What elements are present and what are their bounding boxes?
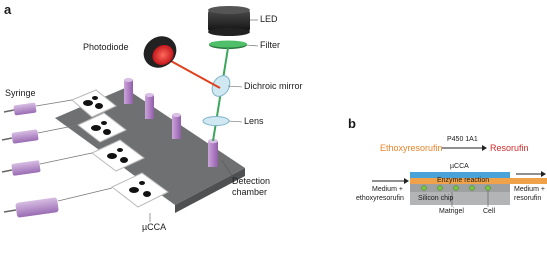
syringe xyxy=(4,188,112,218)
outlet-label-line1: Medium + xyxy=(514,186,545,193)
filter-label: Filter xyxy=(260,40,280,50)
dichroic-mirror-label: Dichroic mirror xyxy=(244,81,303,91)
enzyme-label: P450 1A1 xyxy=(447,136,478,143)
cylinder xyxy=(172,113,181,139)
outlet-label-line2: resorufin xyxy=(514,195,542,202)
ucca-b-label: µCCA xyxy=(450,163,469,170)
detection-chamber-label-line2: chamber xyxy=(232,187,268,197)
photodiode xyxy=(137,30,182,74)
ucca-label: µCCA xyxy=(142,222,167,232)
panel-a-drawing xyxy=(2,6,258,222)
led xyxy=(208,6,250,36)
detection-chamber-label-line1: Detection xyxy=(232,176,271,186)
photodiode-label: Photodiode xyxy=(83,42,129,52)
filter xyxy=(209,41,247,50)
cell-label: Cell xyxy=(483,208,496,215)
matrigel-label: Matrigel xyxy=(439,208,464,215)
panel-b-letter: b xyxy=(348,116,356,131)
syringe xyxy=(2,153,92,176)
lens-label: Lens xyxy=(244,116,264,126)
cylinder xyxy=(124,78,133,104)
lens xyxy=(203,117,229,126)
panel-a-letter: a xyxy=(4,2,12,17)
inlet-label-line1: Medium + xyxy=(372,186,403,193)
inlet-label-line2: ethoxyresorufin xyxy=(356,195,404,202)
substrate-label: Ethoxyresorufin xyxy=(380,143,443,153)
led-label: LED xyxy=(260,14,278,24)
enzyme-reaction-label: Enzyme reaction xyxy=(437,177,490,184)
silicon-chip-label: Silicon chip xyxy=(418,195,454,202)
cylinder xyxy=(145,93,154,119)
syringe xyxy=(4,100,72,115)
outlet-medium-band xyxy=(505,178,547,184)
product-label: Resorufin xyxy=(490,143,529,153)
syringe-label: Syringe xyxy=(5,88,36,98)
cylinder xyxy=(208,139,218,167)
syringe xyxy=(2,125,78,144)
